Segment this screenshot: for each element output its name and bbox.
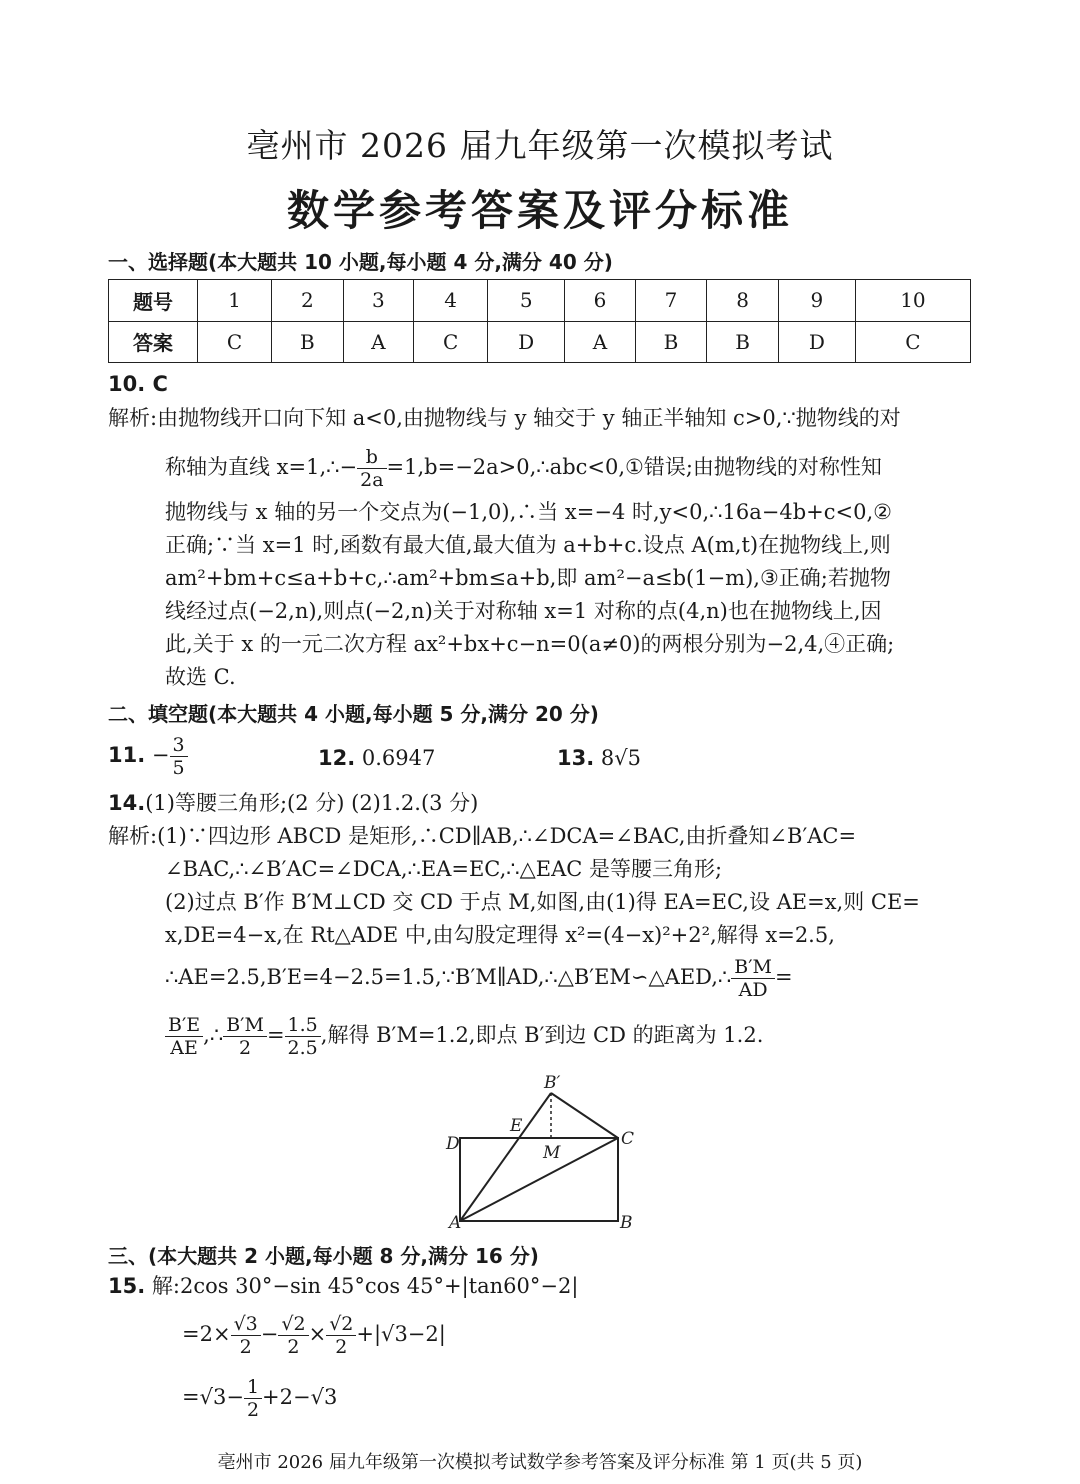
document-title: 数学参考答案及评分标准 xyxy=(286,186,793,235)
table-cell: D xyxy=(488,321,565,363)
label-a: A xyxy=(449,1213,462,1233)
table-cell: A xyxy=(343,321,414,363)
table-row-numbers xyxy=(109,280,971,322)
q15-label: 15. xyxy=(108,1274,146,1298)
fraction-denominator: 2a xyxy=(360,469,384,491)
q10-line: 抛物线与 x 轴的另一个交点为(−1,0),∴当 x=−4 时,y<0,∴16a−4b+c<0,② xyxy=(165,500,892,524)
fraction xyxy=(170,734,188,779)
q13-answer xyxy=(557,742,641,775)
table-cell: 7 xyxy=(635,280,707,322)
label-c: C xyxy=(621,1129,635,1149)
q13-value: 8√5 xyxy=(600,746,641,770)
segment-ab-prime xyxy=(460,1093,551,1221)
table-cell: C xyxy=(855,321,970,363)
q14-line-part: ,∴ xyxy=(203,1023,224,1047)
table-header-cell: 答案 xyxy=(109,321,198,363)
q14-line: 解析:(1)∵四边形 ABCD 是矩形,∴CD∥AB,∴∠DCA=∠BAC,由折叠知∠B′AC= xyxy=(108,824,857,848)
answer-table xyxy=(108,279,971,363)
q14-line: x,DE=4−x,在 Rt△ADE 中,由勾股定理得 x²=(4−x)²+2²,解得 x=2.5, xyxy=(165,923,835,947)
fraction xyxy=(165,1014,203,1059)
fraction-numerator: B′M xyxy=(731,956,775,979)
q10-line: am²+bm+c≤a+b+c,∴am²+bm≤a+b,即 am²−a≤b(1−m),③正确;若抛物 xyxy=(165,566,891,590)
section-heading-three: 三、(本大题共 2 小题,每小题 8 分,满分 16 分) xyxy=(108,1244,539,1268)
table-cell: A xyxy=(565,321,636,363)
fraction-denominator: 2 xyxy=(239,1037,252,1059)
q11-answer xyxy=(108,734,188,779)
table-header-cell: 题号 xyxy=(109,280,198,322)
q14-line: ∠BAC,∴∠B′AC=∠DCA,∴EA=EC,∴△EAC 是等腰三角形; xyxy=(165,857,723,881)
q15-text: +2−√3 xyxy=(262,1385,338,1409)
fraction-denominator: 2 xyxy=(246,1399,260,1421)
q12-value: 0.6947 xyxy=(361,746,436,770)
q11-sign: − xyxy=(151,743,170,767)
q10-line: 故选 C. xyxy=(165,665,236,689)
q11-label: 11. xyxy=(108,743,146,767)
table-cell: D xyxy=(778,321,855,363)
diagonal-ac xyxy=(460,1138,618,1221)
fraction xyxy=(731,956,775,1001)
q10-title: 10. C xyxy=(108,372,168,396)
fraction-numerator: 3 xyxy=(170,734,188,757)
fraction-numerator: B′M xyxy=(223,1014,267,1037)
q10-line xyxy=(165,446,882,491)
table-cell: 10 xyxy=(855,280,970,322)
q10-line-part: =1,b=−2a>0,∴abc<0,①错误;由抛物线的对称性知 xyxy=(386,455,882,479)
table-cell: 9 xyxy=(778,280,855,322)
table-cell: 2 xyxy=(272,280,344,322)
section-heading-fill: 二、填空题(本大题共 4 小题,每小题 5 分,满分 20 分) xyxy=(108,702,599,726)
q14-line xyxy=(165,1014,763,1059)
fraction xyxy=(231,1313,261,1358)
table-cell: C xyxy=(414,321,488,363)
fraction-denominator: 2.5 xyxy=(287,1037,318,1059)
q12-label: 12. xyxy=(318,746,356,770)
fraction-numerator: B′E xyxy=(165,1014,203,1037)
fraction-numerator: 1 xyxy=(244,1376,262,1399)
fraction-denominator: 2 xyxy=(287,1336,300,1358)
fraction xyxy=(223,1014,267,1059)
q12-answer xyxy=(318,742,435,775)
q10-line: 线经过点(−2,n),则点(−2,n)关于对称轴 x=1 对称的点(4,n)也在抛物线上,因 xyxy=(165,599,882,623)
q14-line xyxy=(165,956,793,1001)
fraction-numerator: √2 xyxy=(326,1313,356,1336)
q15-text: × xyxy=(308,1322,327,1346)
q13-label: 13. xyxy=(557,746,595,770)
equals-sign: = xyxy=(775,965,793,989)
fraction-denominator: 5 xyxy=(172,757,185,779)
label-m: M xyxy=(543,1143,561,1163)
q14-label: 14. xyxy=(108,791,146,815)
exam-title: 亳州市 2026 届九年级第一次模拟考试 xyxy=(246,126,834,165)
table-cell: 8 xyxy=(707,280,779,322)
fraction-denominator: 2 xyxy=(335,1336,348,1358)
fraction xyxy=(326,1313,356,1358)
q10-line-part: 称轴为直线 x=1,∴− xyxy=(165,455,358,479)
fraction-denominator: 2 xyxy=(239,1336,252,1358)
q15-line xyxy=(182,1313,446,1358)
q15-text: − xyxy=(260,1322,279,1346)
q15-text: 解:2cos 30°−sin 45°cos 45°+|tan60°−2| xyxy=(151,1274,579,1298)
table-cell: B xyxy=(635,321,707,363)
segment-cb-prime xyxy=(551,1093,618,1138)
q15-line xyxy=(108,1270,578,1303)
label-d: D xyxy=(446,1134,460,1154)
table-cell: 5 xyxy=(488,280,565,322)
q15-text: =2× xyxy=(182,1322,231,1346)
table-cell: 4 xyxy=(414,280,488,322)
q14-line-part: ∴AE=2.5,B′E=4−2.5=1.5,∵B′M∥AD,∴△B′EM∽△AED,∴ xyxy=(165,965,732,989)
page-footer: 亳州市 2026 届九年级第一次模拟考试数学参考答案及评分标准 第 1 页(共 5 页) xyxy=(217,1452,863,1473)
table-cell: 6 xyxy=(565,280,636,322)
q10-line: 此,关于 x 的一元二次方程 ax²+bx+c−n=0(a≠0)的两根分别为−2,4,④正确; xyxy=(165,632,895,656)
table-cell: 1 xyxy=(198,280,272,322)
q14-answer-text: (1)等腰三角形;(2 分) (2)1.2.(3 分) xyxy=(145,791,479,815)
fraction-numerator: √3 xyxy=(231,1313,261,1336)
fraction-denominator: AD xyxy=(738,979,768,1001)
q14-answer xyxy=(108,787,478,820)
section-heading-choice: 一、选择题(本大题共 10 小题,每小题 4 分,满分 40 分) xyxy=(108,250,613,274)
q10-line: 解析:由抛物线开口向下知 a<0,由抛物线与 y 轴交于 y 轴正半轴知 c>0,∵抛物线的对 xyxy=(108,406,901,430)
fraction-denominator: AE xyxy=(170,1037,198,1059)
table-cell: B xyxy=(272,321,344,363)
geometry-figure xyxy=(430,1068,660,1238)
q14-line: (2)过点 B′作 B′M⊥CD 交 CD 于点 M,如图,由(1)得 EA=EC,设 AE=x,则 CE= xyxy=(165,890,920,914)
equals-sign: = xyxy=(266,1023,285,1047)
table-cell: B xyxy=(707,321,779,363)
q10-line: 正确;∵当 x=1 时,函数有最大值,最大值为 a+b+c.设点 A(m,t)在抛物线上,则 xyxy=(165,533,891,557)
label-b-prime: B′ xyxy=(544,1073,561,1093)
label-b: B xyxy=(620,1213,633,1233)
fraction xyxy=(278,1313,308,1358)
fraction xyxy=(285,1014,321,1059)
table-row-answers xyxy=(109,321,971,363)
fraction xyxy=(244,1376,262,1421)
q15-text: +|√3−2| xyxy=(356,1322,446,1346)
fraction-numerator: √2 xyxy=(278,1313,308,1336)
fraction-numerator: b xyxy=(357,446,386,469)
q15-line xyxy=(182,1376,337,1421)
q15-text: =√3− xyxy=(182,1385,244,1409)
fraction xyxy=(357,446,386,491)
label-e: E xyxy=(510,1116,523,1136)
table-cell: 3 xyxy=(343,280,414,322)
table-cell: C xyxy=(198,321,272,363)
fraction-numerator: 1.5 xyxy=(285,1014,321,1037)
q14-line-part: ,解得 B′M=1.2,即点 B′到边 CD 的距离为 1.2. xyxy=(320,1023,764,1047)
